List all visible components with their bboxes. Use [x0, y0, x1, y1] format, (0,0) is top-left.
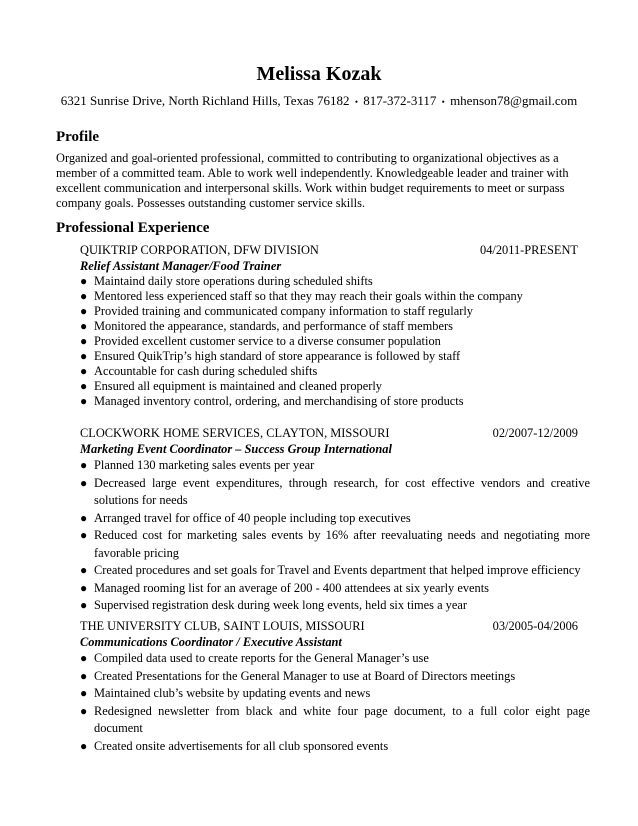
job-bullets	[80, 274, 590, 409]
job-organization: QUIKTRIP CORPORATION, DFW DIVISION	[80, 243, 319, 257]
list-item: ● Managed rooming list for an average of 200 - 400 attendees at six yearly events	[80, 580, 590, 598]
bullet-icon: ●	[80, 563, 88, 577]
list-item: ● Provided excellent customer service to a diverse consumer population	[80, 334, 441, 348]
list-item: ● Created onsite advertisements for all club sponsored events	[80, 738, 590, 756]
list-item: ● Managed inventory control, ordering, and merchandising of store products	[80, 394, 464, 408]
bullet-icon: ●	[80, 304, 88, 318]
job-organization: CLOCKWORK HOME SERVICES, CLAYTON, MISSOURI	[80, 426, 390, 440]
bullet-icon: ●	[80, 668, 88, 683]
job-header	[80, 426, 590, 441]
bullet-icon: ●	[80, 475, 88, 490]
list-item: ● Created procedures and set goals for Travel and Events department that helped improve efficiency	[80, 562, 590, 580]
job-dates: 04/2011-PRESENT	[480, 243, 578, 257]
bullet-icon: ●	[80, 686, 88, 700]
bullet-icon: ●	[80, 510, 88, 525]
bullet-icon: ●	[80, 274, 88, 288]
list-item: ● Compiled data used to create reports for the General Manager’s use	[80, 650, 590, 668]
list-item: ● Monitored the appearance, standards, and performance of staff members	[80, 319, 453, 333]
profile-line: excellent communication and interpersonal skills. Work within budget requirements to meet or surpass	[56, 181, 565, 195]
address: 6321 Sunrise Drive, North Richland Hills, Texas 76182	[60, 93, 350, 108]
list-item: ● Supervised registration desk during week long events, held six times a year	[80, 597, 590, 615]
bullet-icon: ●	[80, 364, 88, 378]
list-item: ● Reduced cost for marketing sales events by 16% after reevaluating needs and negotiating more favorable pricing	[80, 528, 590, 560]
experience-heading: Professional Experience	[56, 220, 210, 236]
bullet-icon: ●	[80, 394, 88, 408]
list-item: ● Redesigned newsletter from black and white four page document, to a full color eight page document	[80, 703, 590, 735]
job-dates: 03/2005-04/2006	[492, 619, 578, 633]
job-title: Marketing Event Coordinator – Success Group International	[80, 442, 392, 456]
job-entry	[80, 426, 590, 615]
list-item: ● Maintaind daily store operations during scheduled shifts	[80, 274, 373, 288]
job-bullets	[80, 650, 590, 755]
job-title: Relief Assistant Manager/Food Trainer	[80, 259, 282, 273]
bullet-icon: ●	[80, 703, 88, 718]
list-item: ● Created Presentations for the General Manager to use at Board of Directors meetings	[80, 668, 590, 686]
bullet-icon: ●	[80, 580, 88, 595]
bullet-icon: ●	[80, 651, 88, 665]
list-item: ● Provided training and communicated company information to staff regularly	[80, 304, 473, 318]
separator-dot: •	[354, 97, 358, 108]
bullet-icon: ●	[80, 319, 88, 333]
job-title: Communications Coordinator / Executive Assistant	[80, 635, 342, 649]
profile-line: member of a committed team. Able to work well independently. Knowledgeable leader and trainer with	[56, 166, 569, 180]
job-organization: THE UNIVERSITY CLUB, SAINT LOUIS, MISSOURI	[80, 619, 365, 633]
bullet-icon: ●	[80, 289, 88, 303]
bullet-icon: ●	[80, 379, 88, 393]
job-header	[80, 619, 590, 634]
candidate-name: Melissa Kozak	[256, 63, 382, 85]
profile-heading: Profile	[56, 129, 100, 145]
separator-dot: •	[441, 97, 445, 108]
bullet-icon: ●	[80, 334, 88, 348]
phone: 817-372-3117	[363, 93, 437, 108]
job-header	[80, 243, 590, 258]
profile-line: Organized and goal-oriented professional, committed to contributing to organizational objectives as a	[56, 151, 559, 165]
job-entry	[80, 619, 590, 755]
list-item: ● Accountable for cash during scheduled shifts	[80, 364, 318, 378]
profile-paragraph	[56, 151, 576, 211]
job-dates: 02/2007-12/2009	[492, 426, 578, 440]
list-item: ● Maintained club’s website by updating events and news	[80, 685, 590, 703]
email-link[interactable]: mhenson78@gmail.com	[450, 93, 578, 108]
list-item: ● Arranged travel for office of 40 people including top executives	[80, 510, 590, 528]
bullet-icon: ●	[80, 349, 88, 363]
contact-line	[0, 93, 638, 110]
list-item: ● Planned 130 marketing sales events per year	[80, 457, 590, 475]
list-item: ● Ensured all equipment is maintained and cleaned properly	[80, 379, 382, 393]
bullet-icon: ●	[80, 458, 88, 472]
bullet-icon: ●	[80, 528, 88, 542]
list-item: ● Mentored less experienced staff so that they may reach their goals within the company	[80, 289, 523, 303]
bullet-icon: ●	[80, 738, 88, 753]
profile-line: company goals. Possesses outstanding customer service skills.	[56, 196, 366, 210]
list-item: ● Decreased large event expenditures, through research, for cost effective vendors and creative solutions for needs	[80, 475, 590, 507]
bullet-icon: ●	[80, 598, 88, 612]
job-entry	[80, 243, 590, 409]
list-item: ● Ensured QuikTrip’s high standard of store appearance is followed by staff	[80, 349, 461, 363]
job-bullets	[80, 457, 590, 615]
